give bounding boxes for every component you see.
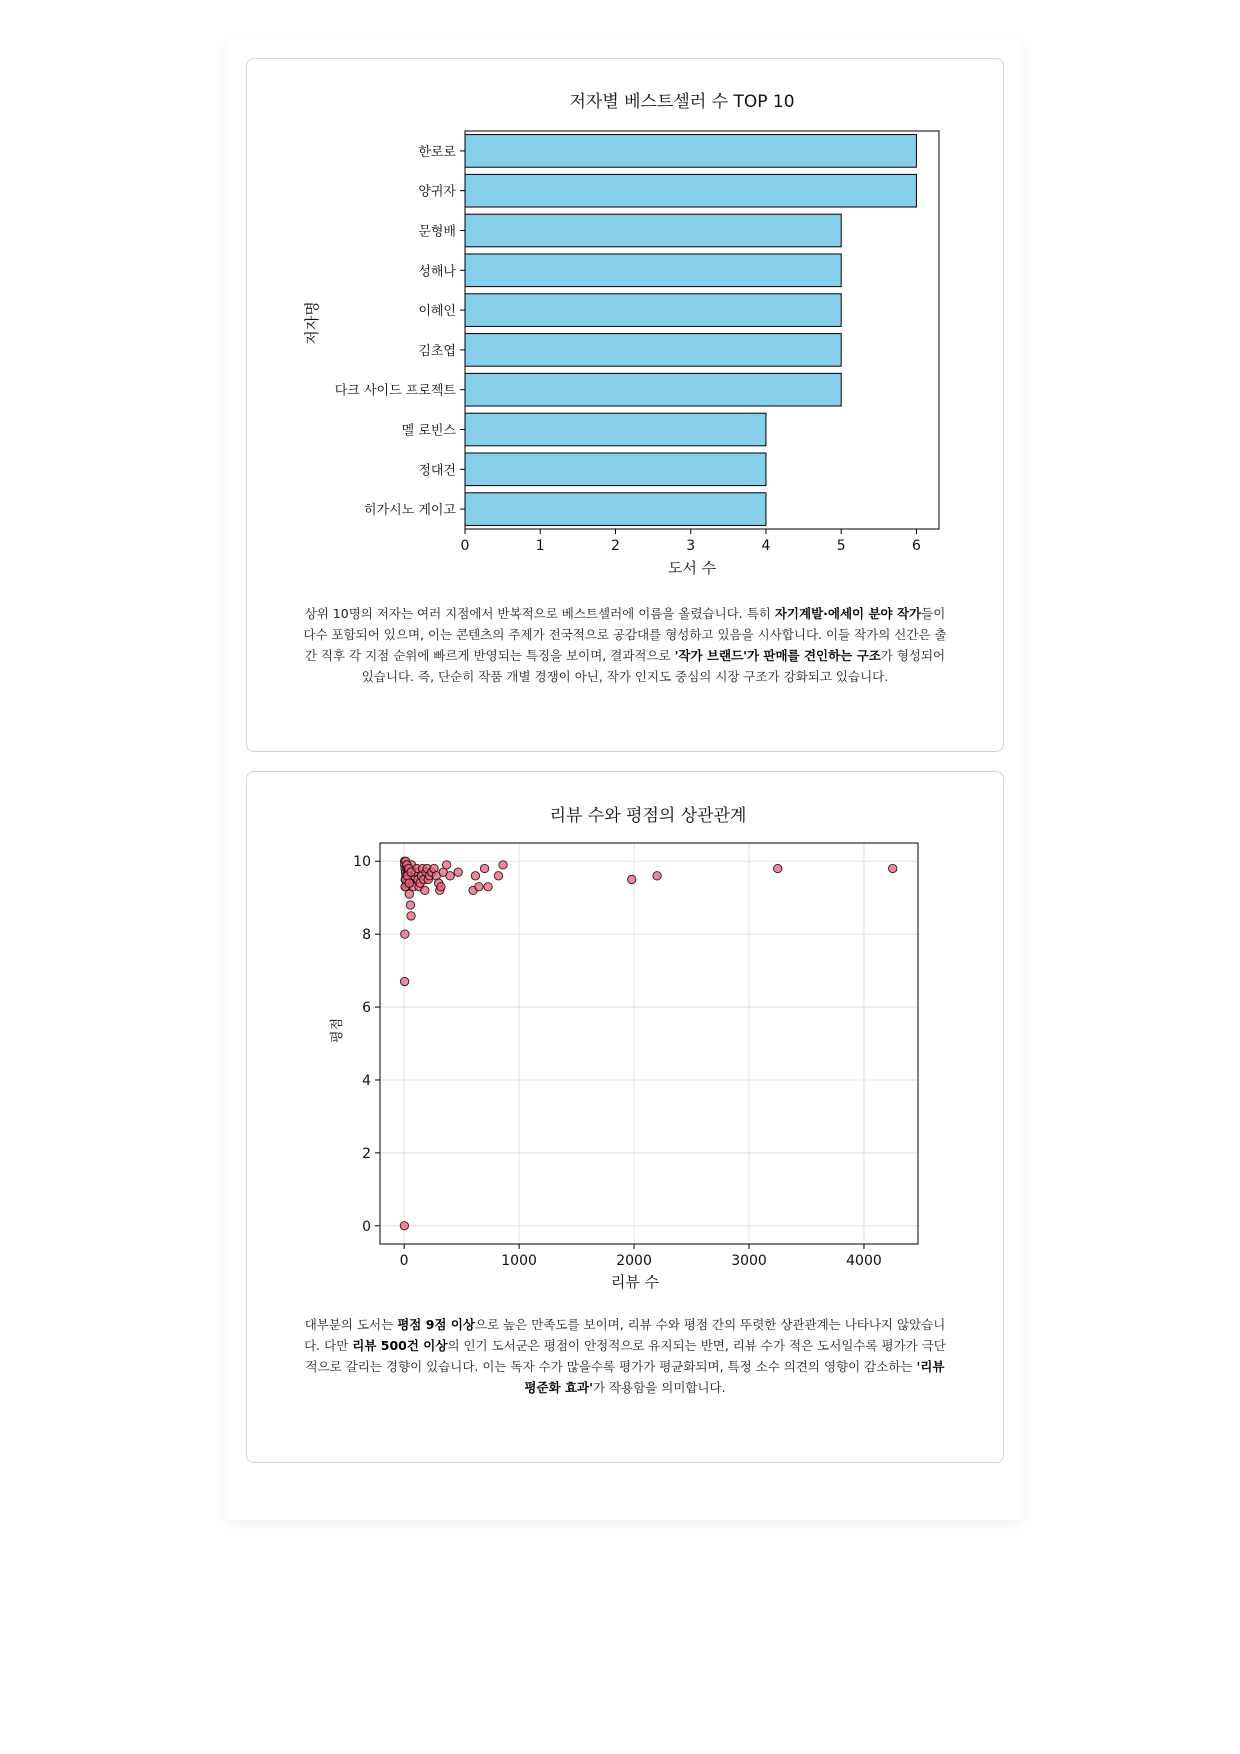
y-tick-label: 6: [362, 1000, 371, 1017]
x-tick-label: 1: [535, 538, 545, 554]
data-point: [446, 872, 454, 880]
plot-frame: [380, 843, 918, 1244]
caption-emphasis: '리뷰 평준화 효과': [524, 1359, 945, 1395]
x-tick-label: 2: [611, 538, 620, 554]
bar: [465, 373, 841, 406]
bar: [465, 214, 841, 247]
caption-emphasis: 자기계발·에세이 분야 작가: [774, 606, 922, 621]
caption-text: 상위 10명의 저자는 여러 지점에서 반복적으로 베스트셀러에 이름을 올렸습니다. 특히: [304, 606, 775, 621]
caption-text: 의 인기 도서군은 평점이 안정적으로 유지되는 반면, 리뷰 수가 적은 도서일수록 평가가 극단적으로 갈리는 경향이 있습니다. 이는 독자 수가 많을수록 평가가 평균화되며, 특정 소수 의견의 영향이 감소하는: [305, 1338, 946, 1374]
data-point: [400, 977, 408, 985]
review-scatter-chart: [247, 772, 1003, 1292]
y-tick-label: 한로로: [418, 144, 456, 160]
bar: [465, 493, 766, 526]
data-point: [628, 875, 636, 883]
data-point: [653, 872, 661, 880]
bar: [465, 294, 841, 327]
y-tick-label: 4: [362, 1072, 371, 1089]
x-tick-label: 5: [836, 538, 846, 554]
caption-text: 가 형성되어 있습니다. 즉, 단순히 작품 개별 경쟁이 아닌, 작가 인지도 중심의 시장 구조가 강화되고 있습니다.: [361, 648, 946, 684]
x-tick-label: 0: [399, 1253, 409, 1269]
data-point: [480, 864, 488, 872]
x-tick-label: 6: [911, 538, 921, 554]
data-point: [499, 861, 507, 869]
scatter-chart-caption: [302, 1314, 948, 1398]
x-tick-label: 3: [686, 538, 696, 554]
data-point: [494, 872, 502, 880]
data-point: [471, 872, 479, 880]
caption-emphasis: '작가 브랜드'가 판매를 견인하는 구조: [674, 648, 881, 663]
data-point: [421, 886, 429, 894]
y-tick-label: 김초엽: [418, 343, 456, 359]
data-point: [484, 883, 492, 891]
y-axis-label: 저자명: [303, 301, 321, 345]
bar: [465, 174, 916, 207]
chart-title: 저자별 베스트셀러 수 TOP 10: [569, 92, 795, 112]
bar: [465, 135, 916, 168]
data-point: [407, 912, 415, 920]
caption-text: 으로 높은 만족도를 보이며, 리뷰 수와 평점 간의 뚜렷한 상관관계는 나타나지 않았습니다. 다만: [304, 1317, 946, 1353]
x-axis-label: 도서 수: [667, 559, 717, 577]
bar: [465, 413, 766, 446]
x-tick-label: 1000: [501, 1253, 537, 1269]
author-chart-caption: [302, 603, 948, 687]
y-tick-label: 정대건: [418, 463, 456, 479]
bar: [465, 334, 841, 367]
y-tick-label: 0: [362, 1218, 371, 1235]
data-point: [889, 864, 897, 872]
bar: [465, 254, 841, 287]
y-tick-label: 성해나: [418, 264, 456, 280]
data-point: [437, 883, 445, 891]
x-axis-label: 리뷰 수: [610, 1273, 660, 1291]
bar: [465, 453, 766, 486]
y-axis-label: 평점: [330, 1017, 345, 1044]
data-point: [406, 901, 414, 909]
y-tick-label: 이혜인: [418, 304, 456, 320]
data-point: [475, 883, 483, 891]
data-point: [401, 930, 409, 938]
x-tick-label: 4000: [846, 1253, 882, 1269]
y-tick-label: 멜 로빈스: [401, 423, 456, 439]
data-point: [442, 861, 450, 869]
caption-text: 가 작용함을 의미합니다.: [592, 1380, 726, 1395]
chart-title: 리뷰 수와 평점의 상관관계: [549, 806, 747, 826]
x-tick-label: 3000: [731, 1253, 767, 1269]
y-tick-label: 8: [362, 927, 371, 944]
y-tick-label: 다크 사이드 프로젝트: [334, 383, 456, 399]
y-tick-label: 양귀자: [418, 184, 456, 200]
caption-emphasis: 리뷰 500건 이상: [352, 1338, 448, 1353]
y-tick-label: 문형배: [418, 224, 456, 240]
x-tick-label: 2000: [616, 1253, 652, 1269]
y-tick-label: 히가시노 게이고: [363, 503, 456, 519]
y-tick-label: 2: [362, 1145, 371, 1162]
caption-text: 들이 다수 포함되어 있으며, 이는 콘텐츠의 주제가 전국적으로 공감대를 형성하고 있음을 시사합니다. 이들 작가의 신간은 출간 직후 각 지점 순위에 빠르게 반영되는 특징을 보이며, 결과적으로: [303, 606, 947, 663]
caption-emphasis: 평점 9점 이상: [397, 1317, 475, 1332]
y-tick-label: 10: [353, 854, 371, 871]
author-bar-chart: [247, 59, 1003, 579]
x-tick-label: 4: [761, 538, 771, 554]
x-tick-label: 0: [460, 538, 470, 554]
data-point: [774, 864, 782, 872]
caption-text: 대부분의 도서는: [304, 1317, 398, 1332]
data-point: [400, 1222, 408, 1230]
author-bestseller-card: [246, 58, 1004, 752]
data-point: [405, 879, 413, 887]
data-point: [407, 868, 415, 876]
data-point: [454, 868, 462, 876]
review-rating-card: [246, 771, 1004, 1463]
